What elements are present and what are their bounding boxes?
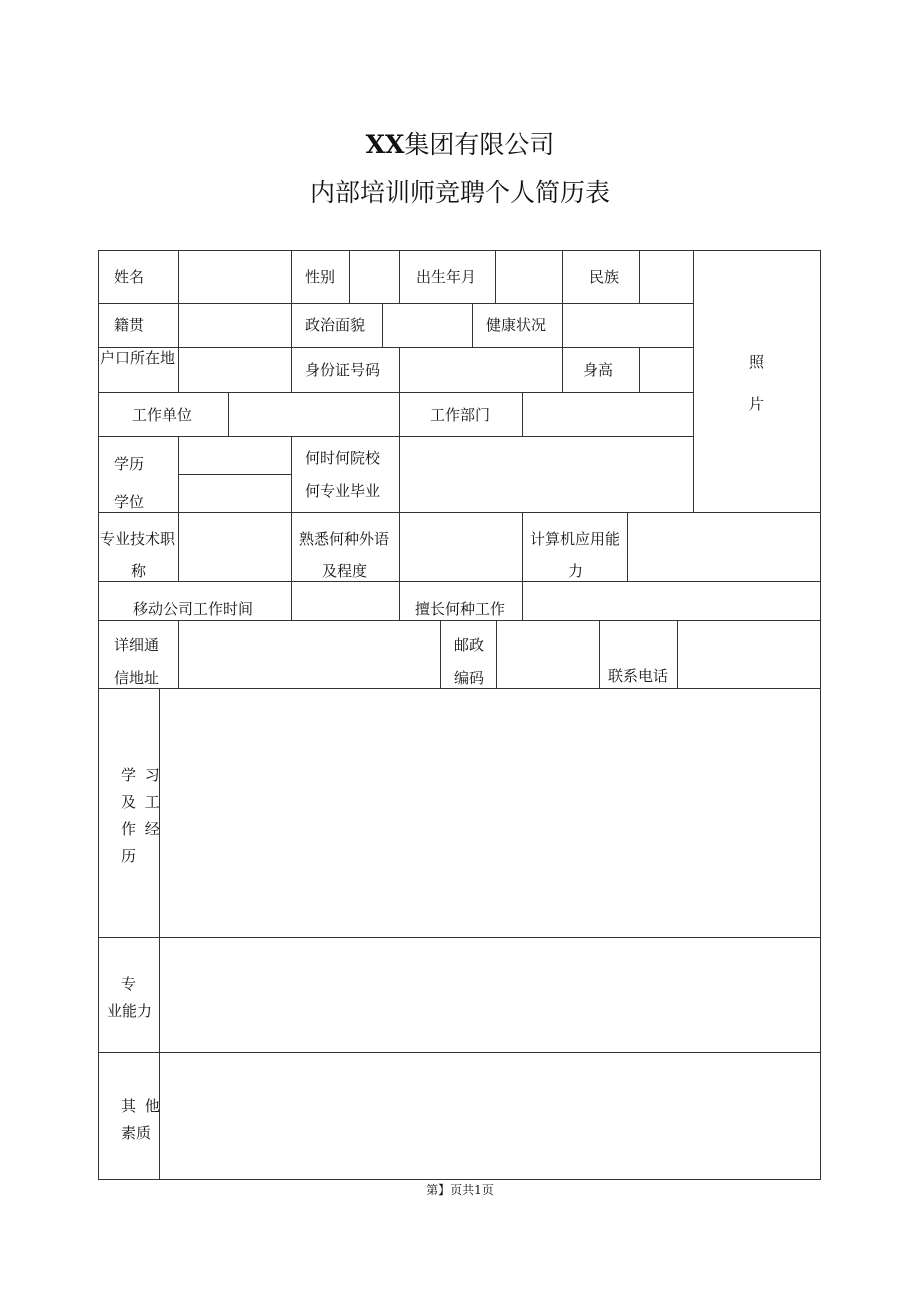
- experience-label-2: 及 工: [121, 793, 162, 811]
- address-label-2: 信地址: [114, 669, 160, 687]
- phone-label: 联系电话: [608, 667, 669, 685]
- other-label-1: 其 他: [121, 1097, 162, 1115]
- ability-input[interactable]: [160, 938, 820, 1052]
- postal-label-1: 邮政: [454, 636, 485, 654]
- other-label-2: 素质: [121, 1124, 152, 1142]
- height-label: 身高: [583, 361, 614, 379]
- id-number-label: 身份证号码: [305, 361, 381, 379]
- name-label: 姓名: [114, 268, 145, 286]
- birth-input[interactable]: [496, 251, 562, 303]
- degree-label: 学位: [114, 493, 145, 511]
- health-label: 健康状况: [486, 316, 547, 334]
- id-number-input[interactable]: [400, 348, 562, 392]
- ability-label-2: 业能力: [107, 1002, 153, 1020]
- work-dept-input[interactable]: [523, 393, 693, 436]
- experience-label-4: 历: [121, 847, 137, 865]
- political-status-label: 政治面貌: [305, 316, 366, 334]
- birth-label: 出生年月: [416, 268, 477, 286]
- specialty-label: 擅长何种工作: [415, 600, 506, 618]
- graduated-label-1: 何时何院校: [305, 449, 381, 467]
- language-input[interactable]: [400, 513, 522, 581]
- other-input[interactable]: [160, 1053, 820, 1179]
- work-unit-input[interactable]: [229, 393, 399, 436]
- work-unit-label: 工作单位: [132, 406, 193, 424]
- language-label-1: 熟悉何种外语: [299, 530, 390, 548]
- health-input[interactable]: [563, 304, 693, 347]
- gender-input[interactable]: [350, 251, 399, 303]
- mobile-years-input[interactable]: [292, 582, 399, 620]
- computer-label-2: 力: [568, 562, 584, 580]
- specialty-input[interactable]: [523, 582, 820, 620]
- gender-label: 性别: [305, 268, 336, 286]
- language-label-2: 及程度: [322, 562, 368, 580]
- education-label: 学历: [114, 455, 145, 473]
- title-input[interactable]: [179, 513, 291, 581]
- computer-input[interactable]: [628, 513, 820, 581]
- phone-input[interactable]: [678, 621, 820, 688]
- name-input[interactable]: [179, 251, 291, 303]
- experience-label-3: 作 经: [121, 820, 162, 838]
- experience-label-1: 学 习: [121, 766, 162, 784]
- title-label-1: 专业技术职: [100, 530, 176, 548]
- form-subtitle: 内部培训师竞聘个人简历表: [309, 178, 610, 207]
- postal-input[interactable]: [497, 621, 599, 688]
- graduated-input[interactable]: [400, 437, 693, 512]
- title-label-2: 称: [131, 562, 147, 580]
- work-dept-label: 工作部门: [430, 406, 491, 424]
- household-input[interactable]: [179, 348, 291, 392]
- ability-label-1: 专: [121, 975, 137, 993]
- education-input[interactable]: [179, 437, 291, 474]
- ethnicity-input[interactable]: [640, 251, 693, 303]
- postal-label-2: 编码: [454, 669, 485, 687]
- address-input[interactable]: [179, 621, 440, 688]
- page-footer: 第】页共1页: [426, 1183, 494, 1197]
- height-input[interactable]: [640, 348, 693, 392]
- computer-label-1: 计算机应用能: [530, 530, 621, 548]
- photo-label-1: 照: [749, 353, 765, 371]
- household-label: 户口所在地: [100, 349, 176, 367]
- ethnicity-label: 民族: [589, 268, 620, 286]
- experience-input[interactable]: [160, 689, 820, 937]
- company-title: XX集团有限公司: [365, 130, 555, 159]
- photo-label-2: 片: [749, 395, 765, 413]
- native-place-input[interactable]: [179, 304, 291, 347]
- address-label-1: 详细通: [114, 636, 160, 654]
- political-status-input[interactable]: [383, 304, 472, 347]
- native-place-label: 籍贯: [114, 316, 145, 334]
- photo-box[interactable]: [694, 251, 820, 512]
- mobile-years-label: 移动公司工作时间: [133, 600, 254, 618]
- graduated-label-2: 何专业毕业: [305, 482, 381, 500]
- degree-input[interactable]: [179, 475, 291, 512]
